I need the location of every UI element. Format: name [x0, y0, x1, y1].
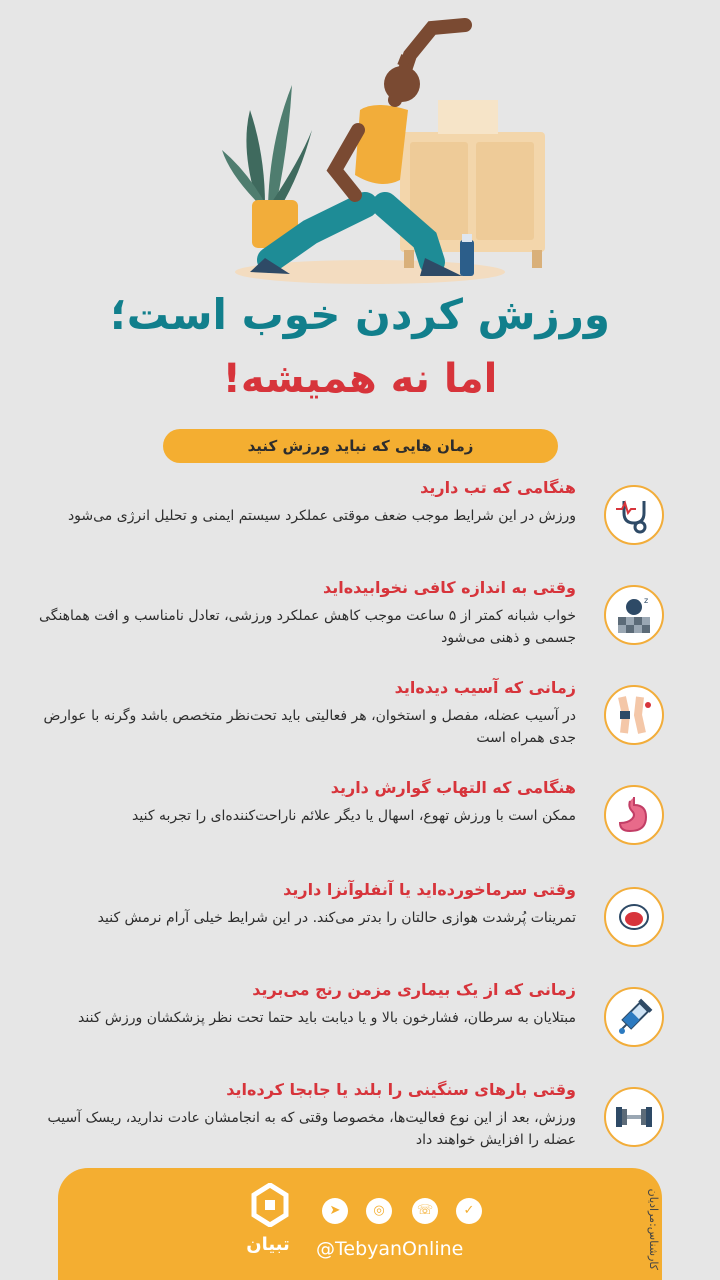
brand-name: تبیان: [246, 1234, 290, 1255]
injured-knee-icon: [604, 685, 664, 745]
sore-throat-icon: [604, 887, 664, 947]
svg-text:z: z: [644, 596, 649, 605]
stethoscope-icon: [604, 485, 664, 545]
tebyan-logo: [250, 1183, 290, 1227]
subtitle-banner: زمان هایی که نباید ورزش کنید: [163, 429, 558, 463]
item-heading: وقتی سرماخورده‌اید یا آنفلوآنزا دارید: [283, 880, 576, 899]
exercise-illustration: [170, 0, 590, 290]
item-text: خواب شبانه کمتر از ۵ ساعت موجب کاهش عملکرد ورزشی، تعادل نامناسب و افت هماهنگی جسمی و ذهنی می‌شود: [39, 608, 576, 646]
item-text: در آسیب عضله، مفصل و استخوان، هر فعالیتی باید تحت‌نظر متخصص باشد وگرنه با عوارض جدی همراه است: [43, 708, 576, 746]
list-item: [40, 577, 680, 673]
stomach-icon: [604, 785, 664, 845]
syringe-icon: [604, 987, 664, 1047]
list-item: [40, 777, 680, 873]
item-heading: وقتی به اندازه کافی نخوابیده‌اید: [323, 578, 576, 597]
footer-bar: [58, 1168, 662, 1280]
list-item: [40, 1079, 680, 1175]
twitter-icon[interactable]: ✓: [456, 1198, 482, 1224]
whatsapp-icon[interactable]: ☏: [412, 1198, 438, 1224]
main-title: ورزش کردن خوب است؛: [109, 290, 610, 339]
social-handle[interactable]: @TebyanOnline: [316, 1238, 464, 1260]
item-heading: هنگامی که التهاب گوارش دارید: [330, 778, 576, 797]
list-item: [40, 879, 680, 975]
item-heading: زمانی که از یک بیماری مزمن رنج می‌برید: [252, 980, 576, 999]
telegram-icon[interactable]: ➤: [322, 1198, 348, 1224]
item-text: ورزش در این شرایط موجب ضعف موقتی عملکرد سیستم ایمنی و تحلیل انرژی می‌شود: [67, 508, 576, 524]
item-text: ورزش، بعد از این نوع فعالیت‌ها، مخصوصا وقتی که به انجامشان عادت ندارید، ریسک آسیب عضله را افزایش خواهند داد: [47, 1110, 576, 1148]
item-text: تمرینات پُرشدت هوازی حالتان را بدتر می‌کند. در این شرایط خیلی آرام نرمش کنید: [97, 910, 576, 926]
item-heading: هنگامی که تب دارید: [420, 478, 576, 497]
list-item: [40, 979, 680, 1075]
sleepless-icon: [604, 585, 664, 645]
list-item: [40, 477, 680, 573]
item-text: مبتلایان به سرطان، فشارخون بالا و یا دیابت باید حتما تحت نظر پزشکشان ورزش کنند: [78, 1010, 576, 1026]
sub-title: اما نه همیشه!: [222, 356, 498, 402]
instagram-icon[interactable]: ◎: [366, 1198, 392, 1224]
item-text: ممکن است با ورزش تهوع، اسهال یا دیگر علائم ناراحت‌کننده‌ای را تجربه کنید: [132, 808, 576, 824]
list-item: [40, 677, 680, 773]
dumbbell-icon: [604, 1087, 664, 1147]
item-heading: وقتی بارهای سنگینی را بلند یا جابجا کرده‌اید: [226, 1080, 576, 1099]
credit-text: کارشناس:مرادیان: [647, 1188, 660, 1270]
item-heading: زمانی که آسیب دیده‌اید: [394, 678, 576, 697]
